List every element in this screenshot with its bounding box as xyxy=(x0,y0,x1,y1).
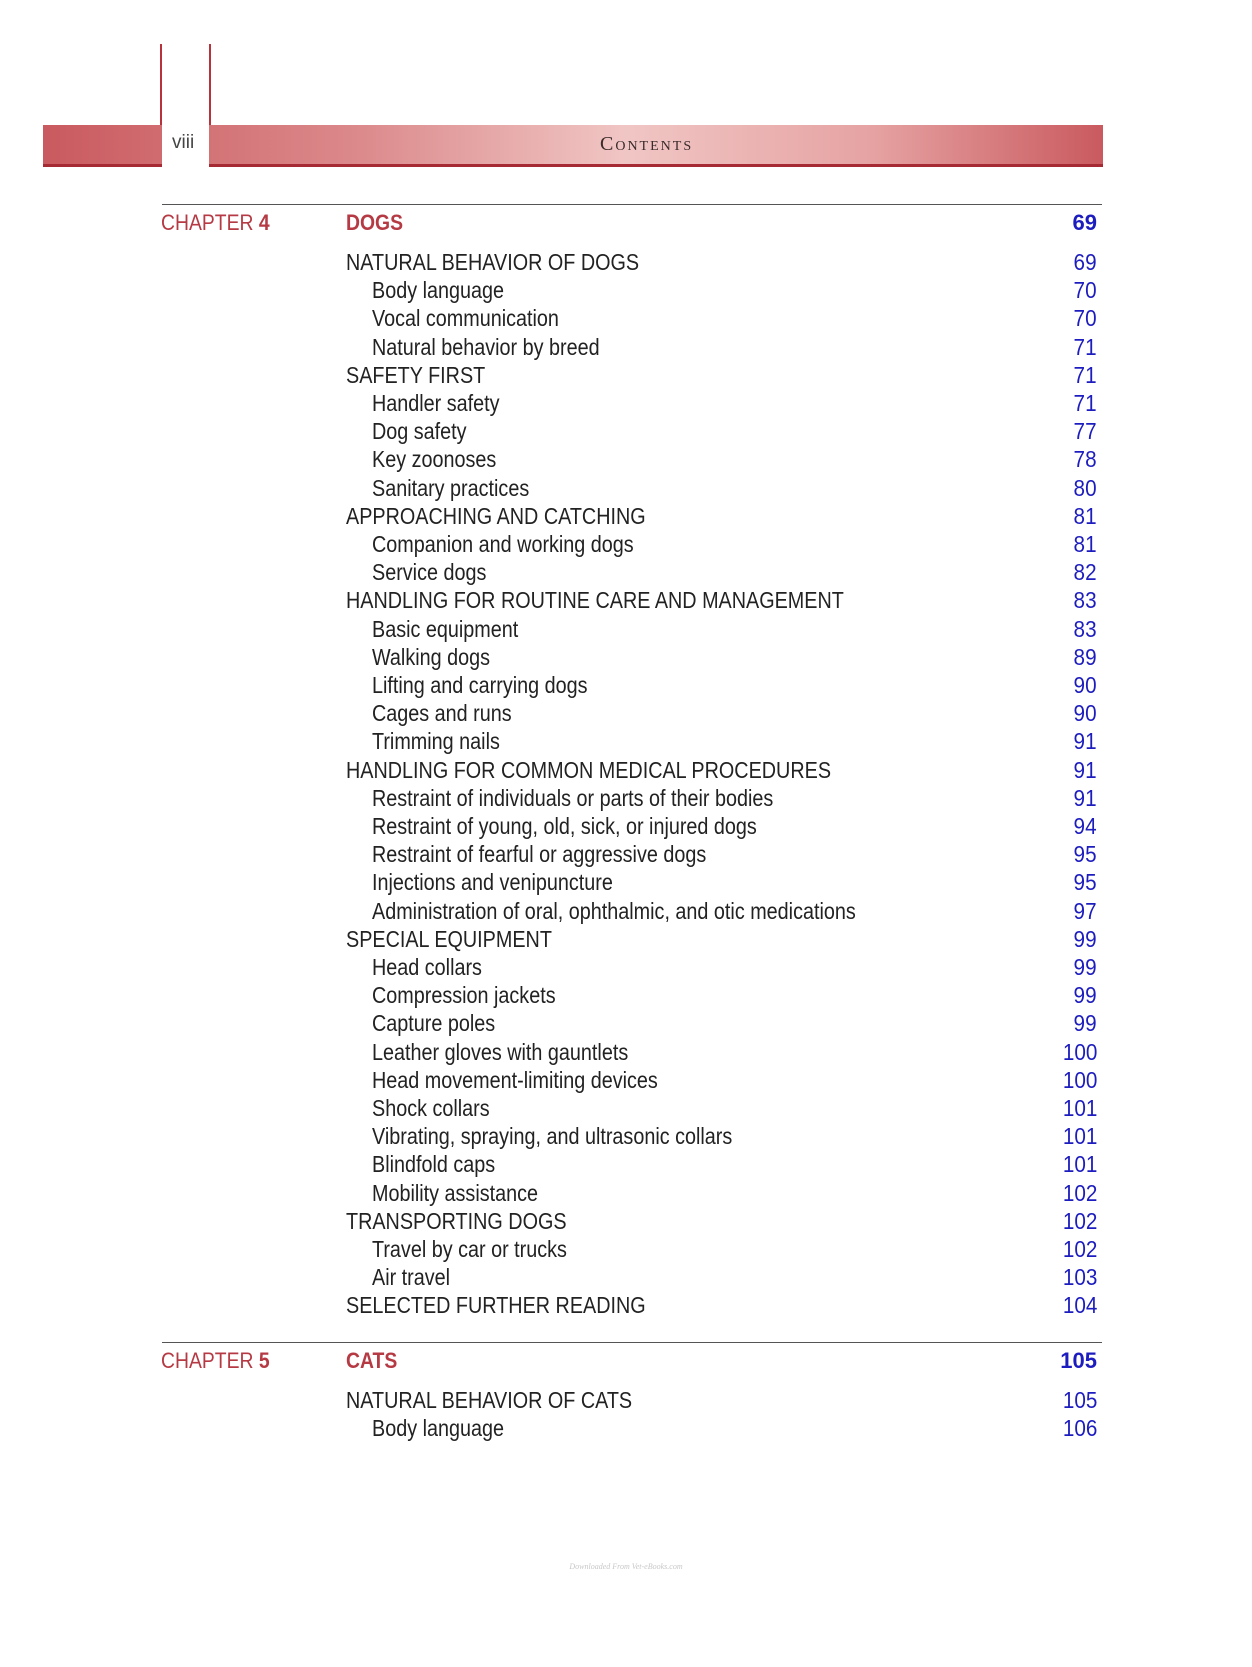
toc-entry-title: HANDLING FOR COMMON MEDICAL PROCEDURES xyxy=(346,756,832,783)
toc-subsection-entry[interactable] xyxy=(346,277,1097,305)
toc-entry-title: Restraint of fearful or aggressive dogs xyxy=(372,841,707,868)
toc-subsection-entry[interactable] xyxy=(346,1067,1097,1095)
toc-subsection-entry[interactable] xyxy=(346,1123,1097,1151)
toc-section-entry[interactable] xyxy=(346,503,1097,531)
toc-entry-title: Body language xyxy=(372,1415,504,1442)
toc-entry-title: Head collars xyxy=(372,954,482,980)
toc-entry-title: Head movement-limiting devices xyxy=(372,1066,658,1093)
toc-entry-title: SAFETY FIRST xyxy=(346,361,486,388)
toc-section-entry[interactable] xyxy=(346,362,1097,390)
toc-subsection-entry[interactable] xyxy=(346,305,1097,333)
toc-subsection-entry[interactable] xyxy=(346,1095,1097,1123)
toc-entry-page: 90 xyxy=(1073,672,1097,698)
toc-entry-title: Leather gloves with gauntlets xyxy=(372,1038,629,1065)
toc-subsection-entry[interactable] xyxy=(346,1236,1097,1264)
toc-entry-title: Administration of oral, ophthalmic, and otic medications xyxy=(372,897,856,924)
toc-entry-page: 99 xyxy=(1073,925,1097,952)
toc-entry-title: Restraint of young, old, sick, or injured dogs xyxy=(372,813,757,839)
toc-entry-page: 91 xyxy=(1073,728,1097,755)
toc-subsection-entry[interactable] xyxy=(346,869,1097,897)
toc-entry-page: 100 xyxy=(1062,1038,1097,1065)
toc-subsection-entry[interactable] xyxy=(346,1264,1097,1292)
toc-entry-page: 94 xyxy=(1073,813,1097,839)
toc-entry-title: Blindfold caps xyxy=(372,1151,496,1178)
toc-entry-title: Travel by car or trucks xyxy=(372,1236,567,1262)
toc-entry-page: 83 xyxy=(1073,587,1097,614)
toc-entry-title: Handler safety xyxy=(372,390,500,416)
toc-entry-page: 102 xyxy=(1062,1236,1097,1262)
toc-subsection-entry[interactable] xyxy=(346,531,1097,559)
toc-entry-page: 71 xyxy=(1073,333,1097,360)
toc-entry-title: Companion and working dogs xyxy=(372,531,634,557)
chapter-label-prefix: CHAPTER xyxy=(161,1348,259,1373)
toc-entry-title: Air travel xyxy=(372,1264,451,1291)
toc-entry-title: SPECIAL EQUIPMENT xyxy=(346,925,552,952)
toc-entry-title: Basic equipment xyxy=(372,615,519,642)
toc-entry-title: Natural behavior by breed xyxy=(372,333,600,360)
chapter-title[interactable]: CATS xyxy=(346,1348,398,1373)
toc-entry-page: 102 xyxy=(1062,1207,1097,1234)
toc-entry-page: 97 xyxy=(1073,897,1097,924)
toc-entry-title: Service dogs xyxy=(372,559,487,586)
toc-section-entry[interactable] xyxy=(346,1387,1097,1415)
toc-entry-page: 106 xyxy=(1062,1415,1097,1442)
toc-entry-page: 91 xyxy=(1073,756,1097,783)
toc-entry-title: Vocal communication xyxy=(372,305,559,332)
toc-entry-page: 101 xyxy=(1062,1151,1097,1178)
toc-subsection-entry[interactable] xyxy=(346,418,1097,446)
toc-subsection-entry[interactable] xyxy=(346,700,1097,728)
toc-entry-page: 80 xyxy=(1073,474,1097,501)
toc-subsection-entry[interactable] xyxy=(346,728,1097,756)
toc-subsection-entry[interactable] xyxy=(346,813,1097,841)
toc-entry-page: 81 xyxy=(1073,531,1097,557)
toc-entry-page: 90 xyxy=(1073,700,1097,727)
toc-entry-title: Walking dogs xyxy=(372,643,491,670)
toc-entry-page: 95 xyxy=(1073,869,1097,896)
toc-subsection-entry[interactable] xyxy=(346,334,1097,362)
toc-entry-title: Body language xyxy=(372,277,504,304)
toc-entry-page: 70 xyxy=(1073,305,1097,332)
toc-subsection-entry[interactable] xyxy=(346,672,1097,700)
toc-entry-title: TRANSPORTING DOGS xyxy=(346,1207,567,1234)
toc-entry-page: 91 xyxy=(1073,784,1097,811)
running-head: Contents xyxy=(600,133,694,155)
toc-entry-title: Trimming nails xyxy=(372,728,500,755)
toc-subsection-entry[interactable] xyxy=(346,785,1097,813)
toc-entry-title: SELECTED FURTHER READING xyxy=(346,1292,646,1319)
toc-section-entry[interactable] xyxy=(346,1208,1097,1236)
toc-subsection-entry[interactable] xyxy=(346,982,1097,1010)
toc-section-entry[interactable] xyxy=(346,587,1097,615)
toc-subsection-entry[interactable] xyxy=(346,1039,1097,1067)
toc-entry-title: Lifting and carrying dogs xyxy=(372,672,588,698)
toc-entry-page: 105 xyxy=(1062,1387,1097,1413)
toc-entry-title: Key zoonoses xyxy=(372,446,497,473)
toc-entry-page: 81 xyxy=(1073,502,1097,529)
chapter-label-prefix: CHAPTER xyxy=(161,210,259,235)
toc-section-entry[interactable] xyxy=(346,926,1097,954)
toc-entry-page: 78 xyxy=(1073,446,1097,473)
chapter-label xyxy=(161,210,270,236)
toc-entry-title: Vibrating, spraying, and ultrasonic collars xyxy=(372,1123,733,1150)
toc-section-entry[interactable] xyxy=(346,249,1097,277)
toc-entry-title: APPROACHING AND CATCHING xyxy=(346,502,646,529)
toc-entry-page: 101 xyxy=(1062,1095,1097,1121)
toc-entry-page: 70 xyxy=(1073,277,1097,304)
toc-entry-page: 71 xyxy=(1073,390,1097,416)
chapter-title[interactable]: DOGS xyxy=(346,210,404,235)
toc-subsection-entry[interactable] xyxy=(346,475,1097,503)
toc-subsection-entry[interactable] xyxy=(346,390,1097,418)
toc-entry-page: 89 xyxy=(1073,643,1097,670)
toc-entry-page: 69 xyxy=(1073,249,1097,275)
toc-entry-title: Capture poles xyxy=(372,1010,496,1037)
toc-entry-page: 101 xyxy=(1062,1123,1097,1150)
toc-subsection-entry[interactable] xyxy=(346,644,1097,672)
toc-subsection-entry[interactable] xyxy=(346,559,1097,587)
toc-entry-title: Restraint of individuals or parts of their bodies xyxy=(372,784,774,811)
chapter-rule xyxy=(162,1342,1102,1343)
toc-entry-title: Sanitary practices xyxy=(372,474,530,501)
toc-entry-page: 71 xyxy=(1073,361,1097,388)
toc-entry-page: 103 xyxy=(1062,1264,1097,1291)
toc-subsection-entry[interactable] xyxy=(346,1010,1097,1038)
toc-subsection-entry[interactable] xyxy=(346,1151,1097,1179)
toc-entry-title: Shock collars xyxy=(372,1095,490,1121)
toc-section-entry[interactable] xyxy=(346,1292,1097,1320)
toc-entry-title: Injections and venipuncture xyxy=(372,869,613,896)
chapter-number: 4 xyxy=(258,210,270,235)
toc-section-entry[interactable] xyxy=(346,757,1097,785)
chapter-rule xyxy=(162,204,1102,205)
toc-entry-page: 99 xyxy=(1073,982,1097,1009)
toc-entry-title: Dog safety xyxy=(372,418,467,445)
chapter-number: 5 xyxy=(258,1348,270,1373)
watermark: Downloaded From Vet-eBooks.com xyxy=(569,1562,683,1571)
toc-subsection-entry[interactable] xyxy=(346,616,1097,644)
toc-entry-page: 99 xyxy=(1073,1010,1097,1037)
chapter-page-number[interactable]: 69 xyxy=(1072,210,1097,235)
toc-entry-page: 83 xyxy=(1073,615,1097,642)
toc-subsection-entry[interactable] xyxy=(346,954,1097,982)
toc-subsection-entry[interactable] xyxy=(346,841,1097,869)
toc-subsection-entry[interactable] xyxy=(346,1180,1097,1208)
toc-subsection-entry[interactable] xyxy=(346,898,1097,926)
toc-entry-title: NATURAL BEHAVIOR OF CATS xyxy=(346,1387,633,1413)
toc-entry-page: 95 xyxy=(1073,841,1097,868)
toc-entry-page: 99 xyxy=(1073,954,1097,980)
toc-entry-title: Compression jackets xyxy=(372,982,556,1009)
toc-subsection-entry[interactable] xyxy=(346,446,1097,474)
chapter-label xyxy=(161,1348,270,1374)
toc-entry-title: NATURAL BEHAVIOR OF DOGS xyxy=(346,249,640,275)
toc-entry-title: Mobility assistance xyxy=(372,1179,539,1206)
toc-entry-title: Cages and runs xyxy=(372,700,512,727)
chapter-page-number[interactable]: 105 xyxy=(1060,1348,1097,1373)
toc-entry-page: 100 xyxy=(1062,1066,1097,1093)
toc-entry-page: 77 xyxy=(1073,418,1097,445)
toc-subsection-entry[interactable] xyxy=(346,1415,1097,1443)
toc-entry-page: 102 xyxy=(1062,1179,1097,1206)
page-folio: viii xyxy=(172,132,195,153)
toc-entry-page: 82 xyxy=(1073,559,1097,586)
toc-entry-page: 104 xyxy=(1062,1292,1097,1319)
toc-entry-title: HANDLING FOR ROUTINE CARE AND MANAGEMENT xyxy=(346,587,844,614)
